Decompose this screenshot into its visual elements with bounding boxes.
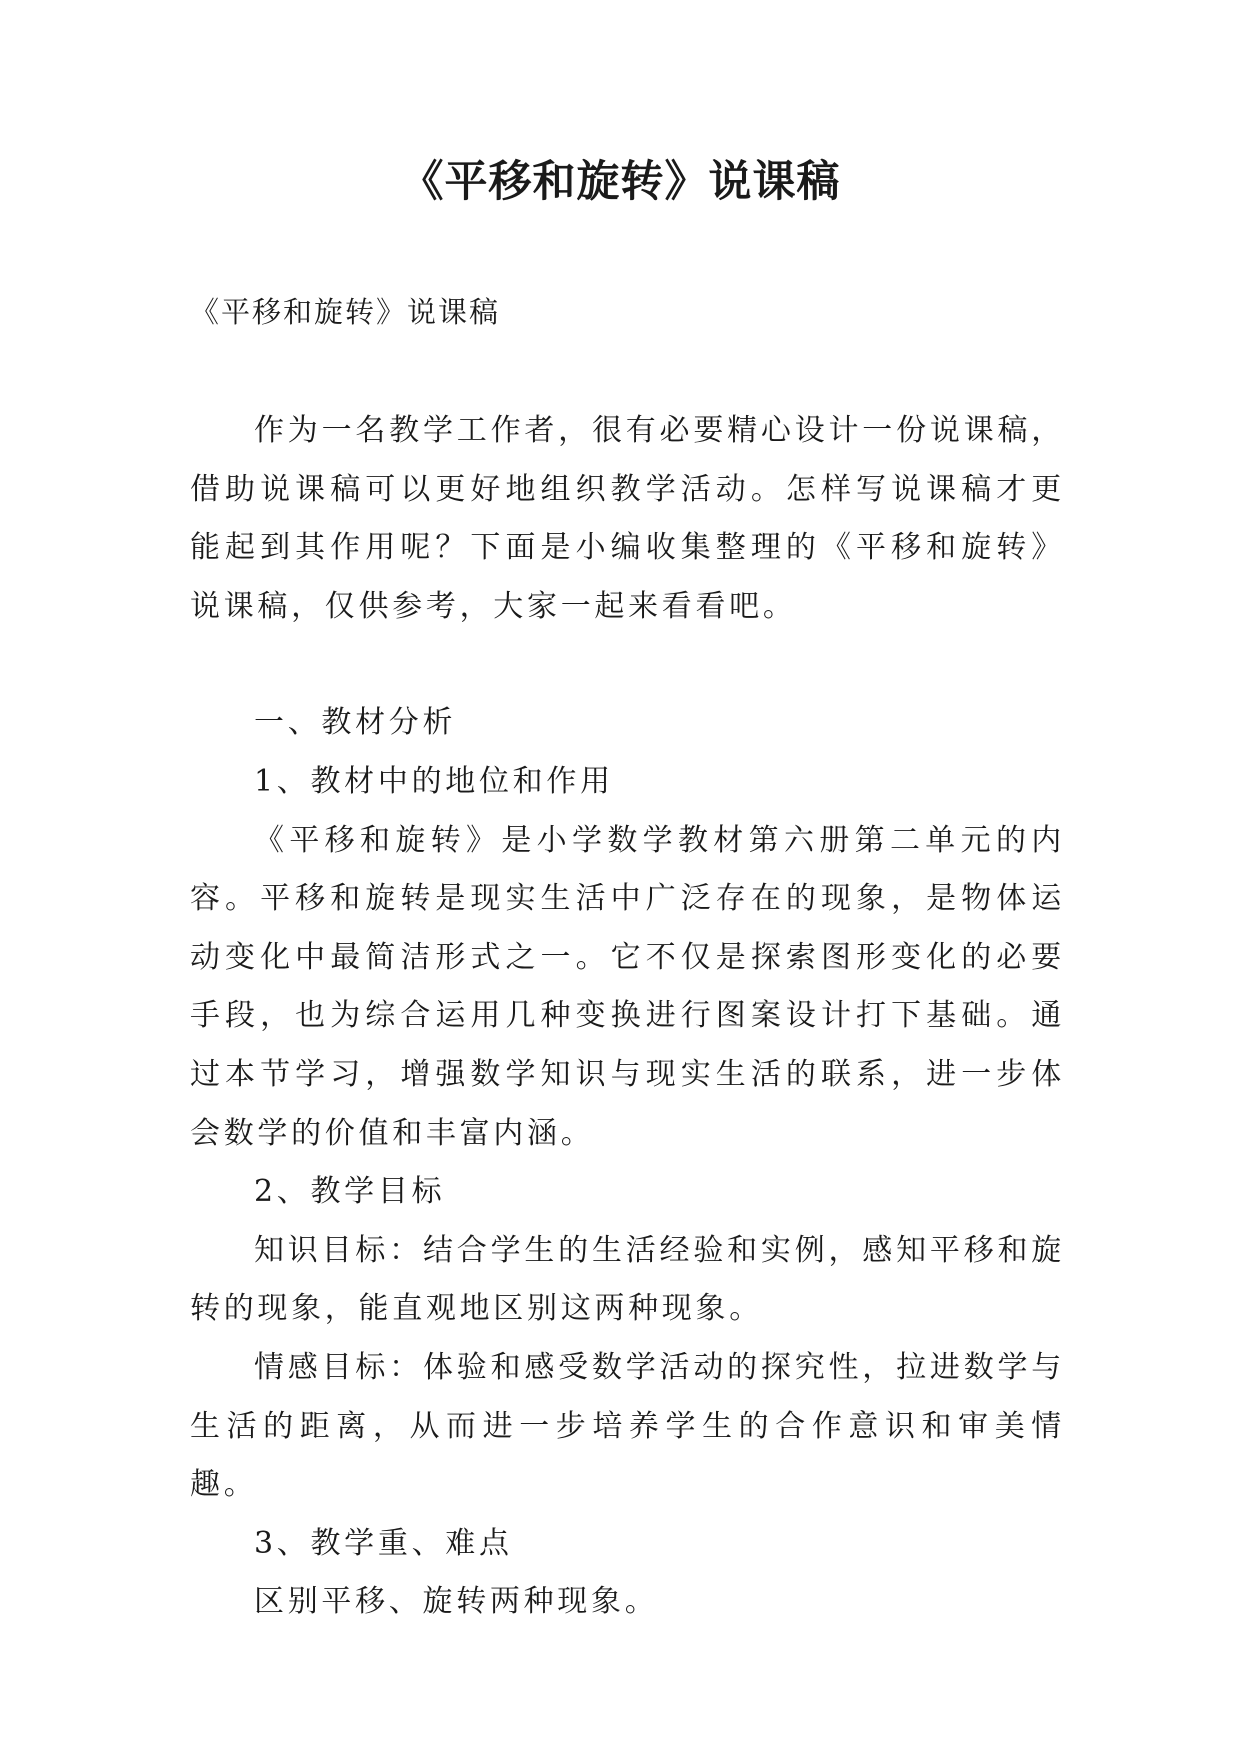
document-title: 《平移和旋转》说课稿 — [400, 157, 841, 207]
intro-paragraph: 作为一名教学工作者，很有必要精心设计一份说课稿，借助说课稿可以更好地组织教学活动。怎样写说课稿才更能起到其作用呢？下面是小编收集整理的《平移和旋转》说课稿，仅供参考，大家一起来看看吧。 — [190, 413, 1065, 624]
subsection-heading-goals: 2、教学目标 — [254, 1174, 446, 1210]
key-points-paragraph: 区别平移、旋转两种现象。 — [254, 1584, 659, 1620]
section-heading-materials-analysis: 一、教材分析 — [254, 705, 457, 741]
knowledge-goal-paragraph: 知识目标：结合学生的生活经验和实例，感知平移和旋转的现象，能直观地区别这两种现象。 — [190, 1232, 1065, 1327]
document-subtitle: 《平移和旋转》说课稿 — [190, 295, 501, 329]
emotion-goal-paragraph: 情感目标：体验和感受数学活动的探究性，拉进数学与生活的距离，从而进一步培养学生的合作意识和审美情趣。 — [190, 1349, 1065, 1503]
role-paragraph: 《平移和旋转》是小学数学教材第六册第二单元的内容。平移和旋转是现实生活中广泛存在的现象，是物体运动变化中最简洁形式之一。它不仅是探索图形变化的必要手段，也为综合运用几种变换进行图案设计打下基础。通过本节学习，增强数学知识与现实生活的联系，进一步体会数学的价值和丰富内涵。 — [190, 822, 1065, 1151]
subsection-heading-role: 1、教材中的地位和作用 — [254, 763, 614, 799]
document-body — [190, 402, 1065, 1632]
subsection-heading-key-points: 3、教学重、难点 — [254, 1525, 513, 1561]
paragraph-spacer — [190, 636, 1065, 694]
